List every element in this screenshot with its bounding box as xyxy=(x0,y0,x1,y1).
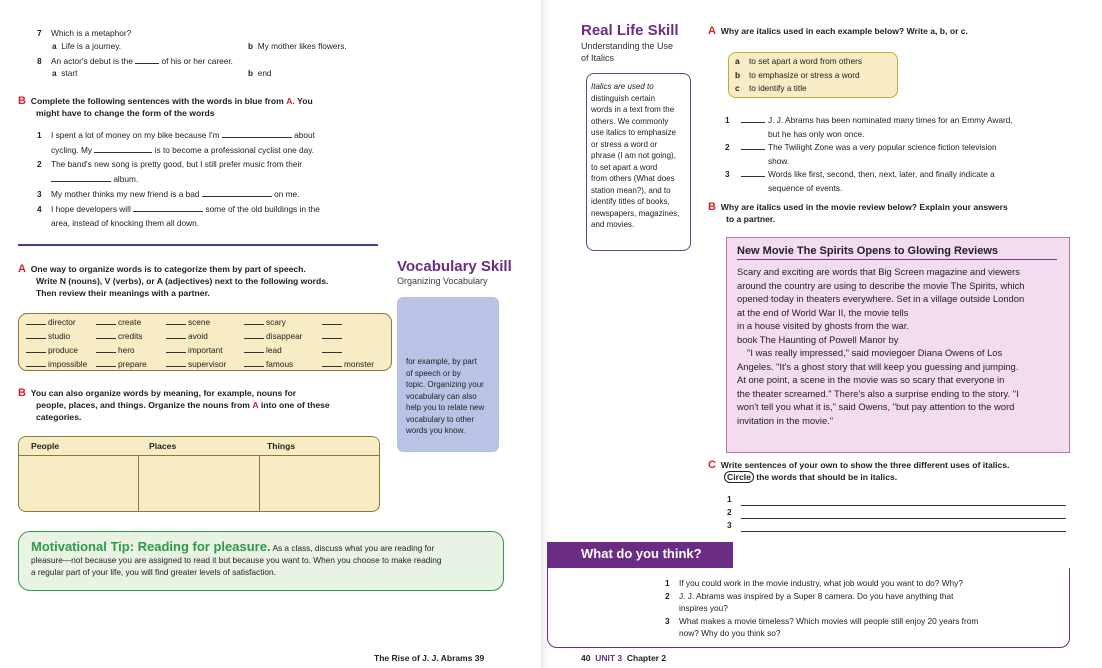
sidebar-line: vocabulary can also xyxy=(406,391,477,401)
italics-info-line: or stress a word or xyxy=(591,139,658,149)
word-item xyxy=(244,358,293,370)
answer-blank[interactable] xyxy=(166,330,186,339)
item-number: 2 xyxy=(725,142,730,152)
item-text-cont: sequence of events. xyxy=(768,182,843,193)
sentence-1: 1 I spent a lot of money on my bike because I'm about xyxy=(37,130,315,140)
line-number: 1 xyxy=(727,494,732,504)
sentence-3: 3 My mother thinks my new friend is a bad on me. xyxy=(37,189,300,199)
option-a xyxy=(735,55,862,69)
review-line: book The Haunting of Powell Manor by xyxy=(737,333,899,345)
vocab-skill-subtitle: Organizing Vocabulary xyxy=(397,276,488,286)
word-label: impossible xyxy=(48,359,88,369)
answer-blank[interactable] xyxy=(166,344,186,353)
review-line: around the country are using to describe the movie The Spirits, which xyxy=(737,279,1025,291)
answer-blank[interactable] xyxy=(26,344,46,353)
q7-option-b: b My mother likes flowers. xyxy=(248,41,347,51)
header-things: Things xyxy=(267,441,296,451)
answer-blank[interactable] xyxy=(244,358,264,367)
word-label: avoid xyxy=(188,331,208,341)
word-item xyxy=(322,358,374,370)
word-label: monster xyxy=(344,359,374,369)
write-line xyxy=(727,506,1072,519)
review-line: invitation in the movie." xyxy=(737,414,834,426)
option-text: to emphasize or stress a word xyxy=(749,69,860,80)
word-label: scene xyxy=(188,317,211,327)
section-divider xyxy=(18,244,378,246)
word-item xyxy=(26,330,70,342)
italics-item xyxy=(725,114,1070,128)
q7-option-a: a Life is a journey. xyxy=(52,41,122,51)
word-item xyxy=(322,330,344,342)
answer-blank[interactable] xyxy=(244,344,264,353)
places-cell[interactable] xyxy=(139,456,259,512)
word-label: supervisor xyxy=(188,359,227,369)
word-item xyxy=(96,316,141,328)
review-line: the theater screamed." There's also a surprise ending to the story. "I xyxy=(737,387,1019,399)
answer-blank[interactable] xyxy=(26,316,46,325)
answer-blank[interactable] xyxy=(96,344,116,353)
category-table xyxy=(18,436,380,512)
right-section-a-instructions: A Why are italics used in each example below? Write a, b, or c. xyxy=(708,25,968,37)
circle-word: Circle xyxy=(724,471,754,483)
italics-info-line: newspapers, magazines, xyxy=(591,208,680,218)
option-b xyxy=(735,69,862,83)
word-row xyxy=(26,330,386,344)
italics-info-line: to set apart a word xyxy=(591,162,658,172)
answer-blank[interactable] xyxy=(244,316,264,325)
word-label: studio xyxy=(48,331,71,341)
things-cell[interactable] xyxy=(260,456,379,512)
italics-item xyxy=(725,141,1070,155)
word-label: famous xyxy=(266,359,294,369)
sidebar-line: of speech or by xyxy=(406,368,461,378)
sidebar-line: help you to relate new xyxy=(406,403,485,412)
right-section-a-items xyxy=(725,114,1070,195)
italics-info-line: distinguish certain xyxy=(591,93,656,103)
word-item xyxy=(322,344,344,356)
word-row xyxy=(26,316,386,330)
italics-info-text xyxy=(591,81,680,231)
word-label: prepare xyxy=(118,359,147,369)
answer-blank[interactable] xyxy=(96,358,116,367)
review-title-rule xyxy=(737,259,1057,260)
italics-options xyxy=(735,55,862,96)
vocab-a-instructions: A One way to organize words is to categorize them by part of speech. Write N (nouns), V (verbs), or A (adjectives) next to the following words. Then review their meanings with a partner. xyxy=(18,263,329,298)
word-label: director xyxy=(48,317,76,327)
word-label: produce xyxy=(48,345,78,355)
word-item xyxy=(166,358,226,370)
header-places: Places xyxy=(149,441,177,451)
item-text-cont: but he has only won once. xyxy=(768,128,865,139)
option-c xyxy=(735,82,862,96)
line-number: 3 xyxy=(727,520,732,530)
sidebar-line: words you know. xyxy=(406,426,466,435)
word-label: create xyxy=(118,317,142,327)
word-item xyxy=(26,358,87,370)
answer-blank[interactable] xyxy=(96,316,116,325)
word-item xyxy=(96,330,142,342)
review-line: in a house visited by ghosts from the war. xyxy=(737,320,909,331)
section-b-instructions: B Complete the following sentences with the words in blue from A. You might have to change the form of the words xyxy=(18,95,313,118)
wdyt-q2: 2 J. J. Abrams was inspired by a Super 8 camera. Do you have anything that xyxy=(665,590,954,601)
item-number: 3 xyxy=(725,169,730,179)
review-line: "I was really impressed," said moviegoer Diana Owens of Los xyxy=(747,347,1003,358)
review-line: at the end of World War II, the movie tells xyxy=(737,306,909,318)
question-7: 7 Which is a metaphor? xyxy=(37,28,132,38)
italics-info-line: phrase (I am not going), xyxy=(591,151,676,160)
answer-blank[interactable] xyxy=(741,168,765,177)
option-text: to set apart a word from others xyxy=(749,56,862,66)
section-c-lines xyxy=(727,493,1072,532)
option-text: to identify a title xyxy=(749,83,807,93)
sidebar-line: vocabulary to other xyxy=(406,414,475,424)
header-people: People xyxy=(31,441,60,451)
right-section-c-instructions: C Write sentences of your own to show the three different uses of italics. Circle the words that should be in italics. xyxy=(708,459,1010,482)
item-text: J. J. Abrams has been nominated many times for an Emmy Award, xyxy=(768,115,1013,125)
word-label: credits xyxy=(118,331,143,341)
q8-option-b: b end xyxy=(248,68,272,78)
word-item xyxy=(166,316,210,328)
line-number: 2 xyxy=(727,507,732,517)
option-letter: c xyxy=(735,83,740,93)
italics-info-line: use italics to emphasize xyxy=(591,128,676,137)
answer-blank[interactable] xyxy=(322,330,342,339)
review-line: Angeles. "It's a ghost story that will keep you guessing and jumping. xyxy=(737,360,1019,372)
wdyt-q3: 3 What makes a movie timeless? Which movies will people still enjoy 20 years from xyxy=(665,615,979,626)
section-b-sentences: 1 I spent a lot of money on my bike because I'm about cycling. My is to become a professional cyclist one day. 2 The band's new song is pretty good, but I still prefer music from their album. 3 My mother thinks my new friend is a bad on me. 4 I hope developers will some of the old buildings in the area, instead of knocking them all down. xyxy=(37,129,382,229)
item-text: Words like first, second, then, next, later, and finally indicate a xyxy=(768,169,995,179)
item-text-cont: show. xyxy=(768,155,790,166)
answer-blank[interactable] xyxy=(322,358,342,367)
sidebar-line: for example, by part xyxy=(406,357,477,366)
word-label: scary xyxy=(266,317,286,327)
sidebar-line: topic. Organizing your xyxy=(406,380,484,389)
real-life-skill-subtitle: Understanding the Use of Italics xyxy=(581,41,674,63)
motivational-tip: Motivational Tip: Reading for pleasure. As a class, discuss what you are reading for pleasure—not because you are assigned to read it but because you want to. When you choose to make reading a regular part of your life, you will find greater levels of satisfaction. xyxy=(31,539,442,577)
item-text: The Twilight Zone was a very popular science fiction television xyxy=(768,142,997,152)
word-row xyxy=(26,344,386,358)
italics-info-line: from others (What does xyxy=(591,174,675,183)
word-item xyxy=(96,358,147,370)
answer-blank[interactable] xyxy=(166,358,186,367)
answer-blank[interactable] xyxy=(741,141,765,150)
right-section-b-instructions: B Why are italics used in the movie review below? Explain your answers to a partner. xyxy=(708,201,1008,224)
word-item xyxy=(244,316,286,328)
answer-line[interactable] xyxy=(741,522,1066,532)
people-cell[interactable] xyxy=(19,456,139,512)
write-line xyxy=(727,519,1072,532)
answer-blank[interactable] xyxy=(244,330,264,339)
italics-info-line: Italics are used to xyxy=(591,82,654,91)
word-item xyxy=(322,316,344,328)
word-label: important xyxy=(188,345,223,355)
word-item xyxy=(244,330,302,342)
italics-info-line: others. We commonly xyxy=(591,116,669,126)
word-row xyxy=(26,358,386,372)
answer-line[interactable] xyxy=(741,509,1066,519)
real-life-skill-title: Real Life Skill xyxy=(581,22,679,39)
wdyt-q1: 1 If you could work in the movie industry, what job would you want to do? Why? xyxy=(665,578,963,588)
italics-info-line: station mean?), and to xyxy=(591,185,671,195)
sentence-4: 4 I hope developers will some of the old buildings in the xyxy=(37,204,320,214)
wdyt-questions: 1 If you could work in the movie industry, what job would you want to do? Why? 2 J. J. Abrams was inspired by a Super 8 camera. Do you have anything that inspires you? 3 What makes a movie timeless? Which movies will people still enjoy 20 years from now? Why do you think so? xyxy=(665,577,1060,640)
vocab-b-instructions: B You can also organize words by meaning, for example, nouns for people, places, and things. Organize the nouns from A into one of these categories. xyxy=(18,387,330,422)
word-item xyxy=(96,344,135,356)
vocab-skill-title: Vocabulary Skill xyxy=(397,258,512,275)
answer-blank[interactable] xyxy=(166,316,186,325)
review-body xyxy=(737,265,1067,427)
left-page-footer: The Rise of J. J. Abrams 39 xyxy=(374,653,485,663)
word-item xyxy=(244,344,282,356)
right-page-footer: 40 UNIT 3 Chapter 2 xyxy=(581,653,667,663)
answer-blank[interactable] xyxy=(741,114,765,123)
review-line: Scary and exciting are words that Big Screen magazine and viewers xyxy=(737,266,1020,277)
italics-info-line: and movies. xyxy=(591,220,635,229)
vocab-sidebar-text xyxy=(406,356,484,437)
review-line: won't tell you what it is," said Owens, "but pay attention to the word xyxy=(737,401,1015,412)
answer-blank[interactable] xyxy=(26,358,46,367)
italics-info-line: words in a text from the xyxy=(591,105,675,114)
word-item xyxy=(166,330,208,342)
word-grid xyxy=(26,316,386,372)
answer-blank[interactable] xyxy=(26,330,46,339)
answer-blank[interactable] xyxy=(322,316,342,325)
review-title: New Movie The Spirits Opens to Glowing Reviews xyxy=(737,245,998,257)
answer-blank[interactable] xyxy=(96,330,116,339)
option-letter: b xyxy=(735,69,741,80)
word-item xyxy=(26,316,76,328)
italics-item xyxy=(725,168,1070,182)
italics-info-line: identify titles of books, xyxy=(591,197,670,206)
wdyt-title: What do you think? xyxy=(581,546,702,561)
word-item xyxy=(26,344,78,356)
question-8: 8 An actor's debut is the of his or her career. xyxy=(37,56,233,66)
review-line: At one point, a scene in the movie was so scary that everyone in xyxy=(737,374,1005,385)
option-letter: a xyxy=(735,56,740,66)
answer-line[interactable] xyxy=(741,496,1066,506)
word-label: hero xyxy=(118,345,135,355)
item-number: 1 xyxy=(725,115,730,125)
word-item xyxy=(166,344,223,356)
word-label: lead xyxy=(266,345,282,355)
answer-blank[interactable] xyxy=(322,344,342,353)
review-line: opened today in theaters everywhere. Set in a village outside London xyxy=(737,293,1025,304)
word-label: disappear xyxy=(266,331,303,341)
sentence-2: 2 The band's new song is pretty good, but I still prefer music from their xyxy=(37,159,303,169)
q8-option-a: a start xyxy=(52,68,78,78)
write-line xyxy=(727,493,1072,506)
